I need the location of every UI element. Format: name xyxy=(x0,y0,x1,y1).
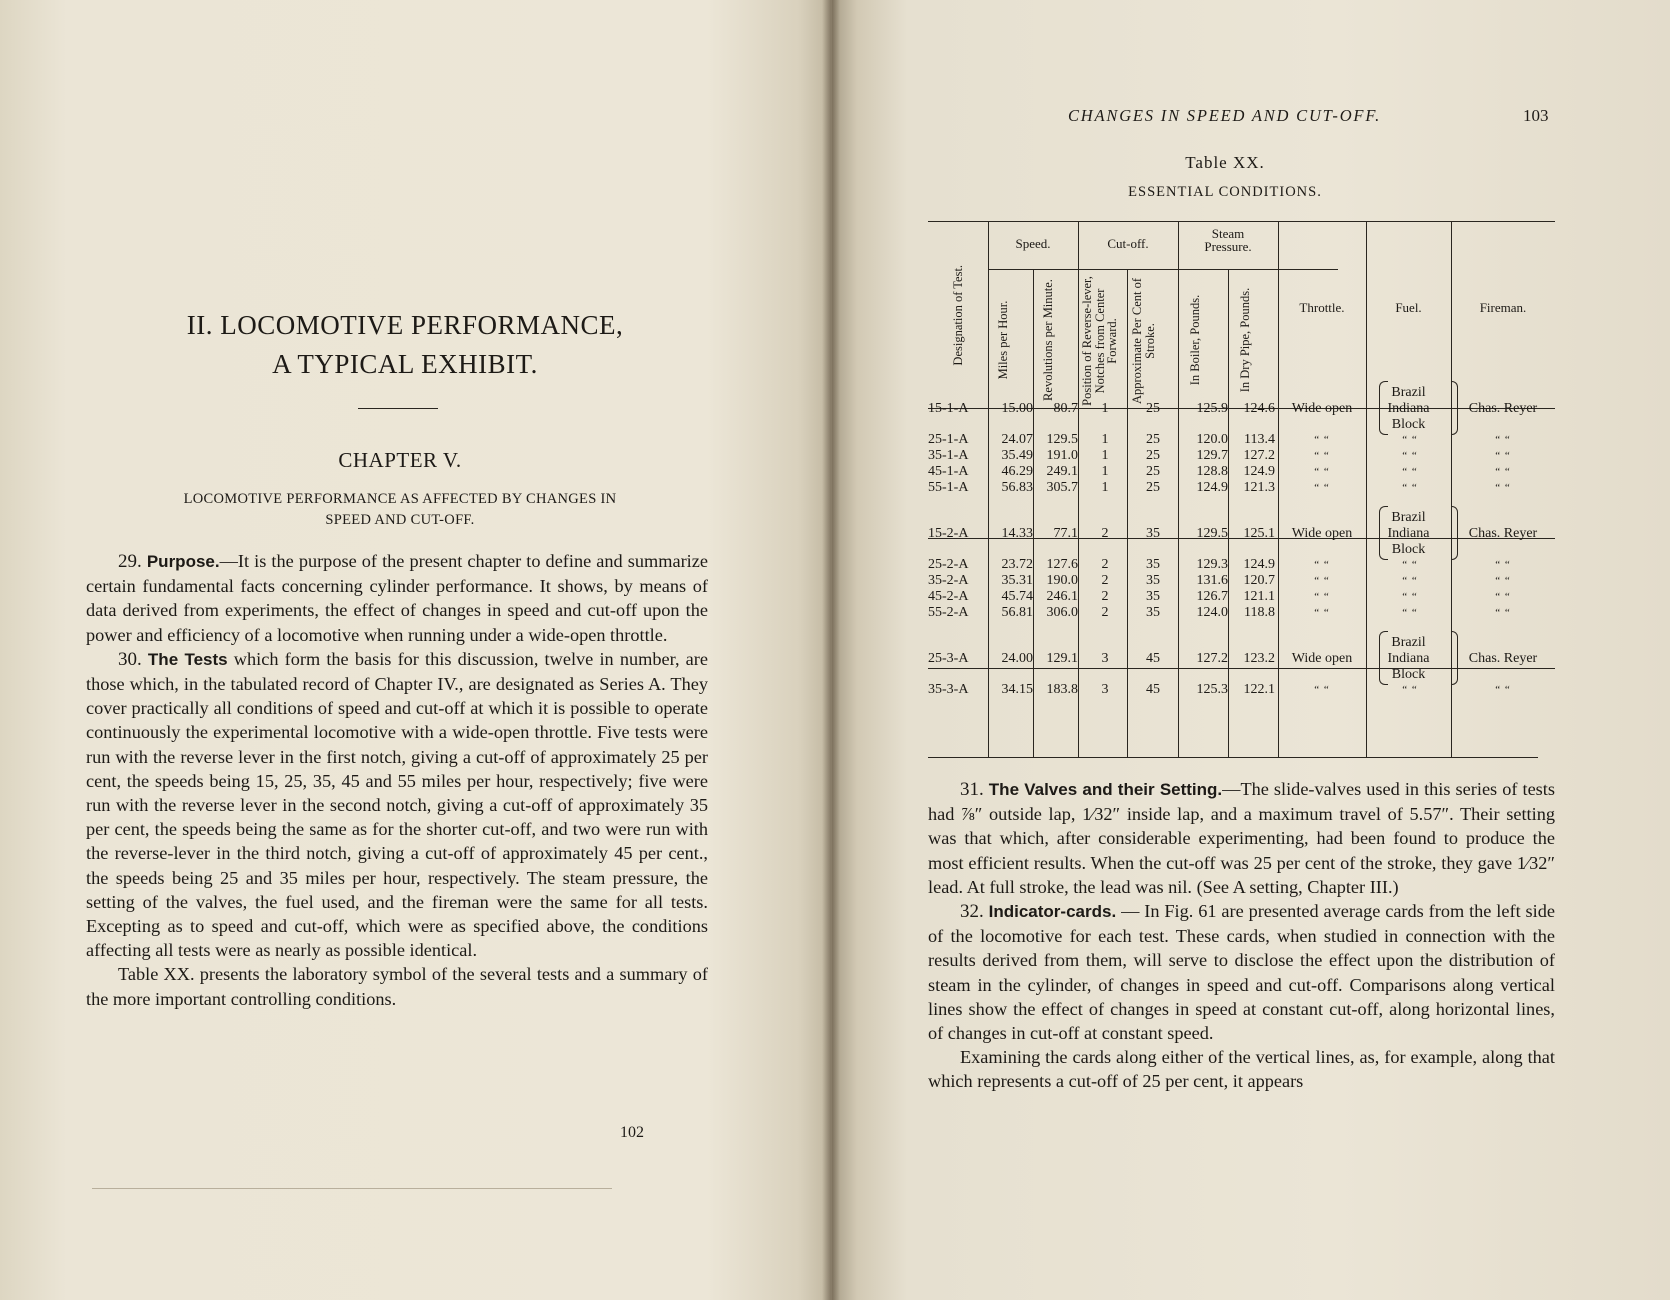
cell-fuel xyxy=(1366,635,1451,683)
cell-test: 25-1-A xyxy=(928,432,969,447)
cell-throttle-ditto: “ “ xyxy=(1314,482,1330,494)
cell-pct: 25 xyxy=(1146,448,1160,463)
cell-pipe: 124.9 xyxy=(1243,557,1275,572)
cell-mph: 45.74 xyxy=(1001,589,1033,604)
cell-mph: 56.81 xyxy=(1001,605,1033,620)
cell-pct: 25 xyxy=(1146,432,1160,447)
header-pipe: In Dry Pipe, Pounds. xyxy=(1238,287,1252,393)
fuel-line: Brazil xyxy=(1391,510,1426,525)
cell-fuel-ditto: “ “ xyxy=(1402,575,1418,587)
cell-fuel xyxy=(1366,385,1451,433)
part-title xyxy=(170,306,640,384)
paragraph-text: — In Fig. 61 are presented average cards from the left side of the locomotive for each test. These cards, when studied in connection with the results derived from them, will serve to disclose the effect upon the distribution of steam in the cylinder, of changes in speed and cut-off. Comparisons along vertical lines show the effect of changes in speed at constant cut-off, along horizontal lines, of changes in cut-off at constant speed. xyxy=(928,901,1555,1044)
cell-test: 35-2-A xyxy=(928,573,969,588)
cell-fireman: Chas. Reyer xyxy=(1468,401,1538,416)
cell-mph: 15.00 xyxy=(1001,401,1033,416)
section-heading: Purpose. xyxy=(146,552,220,571)
cell-pct: 35 xyxy=(1146,526,1160,541)
essential-conditions-table xyxy=(928,221,1555,761)
col-rule xyxy=(1127,269,1128,757)
cell-fuel-ditto: “ “ xyxy=(1402,684,1418,696)
header-mph: Miles per Hour. xyxy=(996,300,1010,380)
cell-throttle-ditto: “ “ xyxy=(1314,684,1330,696)
cell-mph: 24.00 xyxy=(1001,651,1033,666)
page-edge-line xyxy=(92,1188,612,1189)
cell-fireman-ditto: “ “ xyxy=(1495,575,1511,587)
cell-mph: 46.29 xyxy=(1001,464,1033,479)
fuel-line: Brazil xyxy=(1391,635,1426,650)
cell-pct: 25 xyxy=(1146,480,1160,495)
cell-pos: 3 xyxy=(1101,651,1109,666)
cell-boiler: 128.8 xyxy=(1196,464,1228,479)
header-fireman: Fireman. xyxy=(1479,300,1527,315)
cell-boiler: 131.6 xyxy=(1196,573,1228,588)
cell-test: 45-1-A xyxy=(928,464,969,479)
cell-rpm: 191.0 xyxy=(1046,448,1078,463)
chapter-heading: CHAPTER V. xyxy=(338,448,462,472)
cell-fireman-ditto: “ “ xyxy=(1495,607,1511,619)
cell-pos: 2 xyxy=(1101,557,1109,572)
cell-fuel xyxy=(1366,510,1451,558)
col-rule xyxy=(1178,221,1179,757)
cell-pipe: 123.2 xyxy=(1243,651,1275,666)
cell-mph: 23.72 xyxy=(1001,557,1033,572)
right-body-text xyxy=(928,777,1555,1094)
page-number-right: 103 xyxy=(1523,106,1549,125)
cell-pct: 35 xyxy=(1146,589,1160,604)
cell-pos: 2 xyxy=(1101,605,1109,620)
section-heading: The Valves and their Setting. xyxy=(988,780,1223,799)
paragraph-examining: Examining the cards along either of the vertical lines, as, for example, along that which represents a cut-off of 25 per cent, it appears xyxy=(928,1047,1555,1092)
cell-pipe: 118.8 xyxy=(1244,605,1275,620)
cell-boiler: 125.3 xyxy=(1196,682,1228,697)
cell-pos: 2 xyxy=(1101,589,1109,604)
cell-pos: 1 xyxy=(1101,480,1109,495)
cell-fireman: Chas. Reyer xyxy=(1468,651,1538,666)
table-bottom-rule xyxy=(928,757,1538,758)
cell-boiler: 129.7 xyxy=(1196,448,1228,463)
header-fuel: Fuel. xyxy=(1395,300,1422,315)
cell-fireman-ditto: “ “ xyxy=(1495,684,1511,696)
section-number: 29. xyxy=(118,551,142,572)
header-designation: Designation of Test. xyxy=(950,264,965,366)
cell-pct: 45 xyxy=(1146,682,1160,697)
cell-rpm: 77.1 xyxy=(1053,526,1078,541)
cell-pos: 1 xyxy=(1101,432,1109,447)
section-number: 30. xyxy=(118,648,142,670)
cell-pct: 35 xyxy=(1146,605,1160,620)
cell-pipe: 121.3 xyxy=(1243,480,1275,495)
part-title-line-2: A TYPICAL EXHIBIT. xyxy=(272,349,538,379)
cell-throttle-ditto: “ “ xyxy=(1314,591,1330,603)
section-number: 31. xyxy=(960,779,984,800)
chapter-title xyxy=(115,489,685,531)
cell-throttle: Wide open xyxy=(1291,651,1353,666)
fuel-line: Block xyxy=(1391,417,1426,432)
cell-test: 55-1-A xyxy=(928,480,969,495)
cell-rpm: 306.0 xyxy=(1046,605,1078,620)
cell-pct: 25 xyxy=(1146,401,1160,416)
header-boiler: In Boiler, Pounds. xyxy=(1188,294,1202,386)
cell-pipe: 125.1 xyxy=(1243,526,1275,541)
cell-rpm: 127.6 xyxy=(1046,557,1078,572)
cell-fuel-ditto: “ “ xyxy=(1402,466,1418,478)
col-rule xyxy=(1078,221,1079,757)
cell-rpm: 183.8 xyxy=(1046,682,1078,697)
header-rpm: Revolutions per Minute. xyxy=(1041,279,1055,401)
cell-throttle: Wide open xyxy=(1291,526,1353,541)
book-gutter xyxy=(822,0,840,1300)
cell-boiler: 124.0 xyxy=(1196,605,1228,620)
header-position: Position of Reverse-lever, Notches from Center Forward. xyxy=(1080,276,1119,406)
cell-rpm: 249.1 xyxy=(1046,464,1078,479)
cell-pos: 2 xyxy=(1101,573,1109,588)
cell-fireman-ditto: “ “ xyxy=(1495,466,1511,478)
header-percent: Approximate Per Cent of Stroke. xyxy=(1130,278,1157,405)
cell-pos: 2 xyxy=(1101,526,1109,541)
chapter-title-line-2: SPEED AND CUT-OFF. xyxy=(325,512,475,528)
cell-mph: 34.15 xyxy=(1001,682,1033,697)
right-page xyxy=(832,0,1670,1300)
cell-fuel-ditto: “ “ xyxy=(1402,591,1418,603)
cell-boiler: 125.9 xyxy=(1196,401,1228,416)
paragraph-text: —The slide-valves used in this series of tests had ⅞″ outside lap, 1⁄32″ inside lap, and a maximum travel of 5.57″. Their setting was that which, after considerable experimenting, had been found to produce the most efficient results. When the cut-off was 25 per cent of the stroke, they gave 1⁄32″ lead. At full stroke, the lead was nil. (See A setting, Chapter III.) xyxy=(928,779,1555,897)
paragraph-29 xyxy=(86,549,708,647)
cell-boiler: 129.3 xyxy=(1196,557,1228,572)
page-number-left: 102 xyxy=(620,1124,644,1141)
cell-pipe: 122.1 xyxy=(1243,682,1275,697)
paragraph-text: —It is the purpose of the present chapter to define and summarize certain fundamental facts concerning cylinder performance. It shows, by means of data derived from experiments, the effect of changes in speed and cut-off upon the power and efficiency of a locomotive when running under a wide-open throttle. xyxy=(86,551,708,645)
cell-boiler: 126.7 xyxy=(1196,589,1228,604)
running-head: CHANGES IN SPEED AND CUT-OFF. xyxy=(1068,106,1381,125)
cell-test: 45-2-A xyxy=(928,589,969,604)
cell-pos: 3 xyxy=(1101,682,1109,697)
fuel-line: Indiana xyxy=(1387,401,1430,416)
section-number: 32. xyxy=(960,901,984,923)
cell-rpm: 190.0 xyxy=(1046,573,1078,588)
cell-pos: 1 xyxy=(1101,464,1109,479)
fuel-line: Block xyxy=(1391,667,1426,682)
cell-test: 25-2-A xyxy=(928,557,969,572)
cell-rpm: 246.1 xyxy=(1046,589,1078,604)
fuel-line: Indiana xyxy=(1387,526,1430,541)
cell-pipe: 124.9 xyxy=(1243,464,1275,479)
cell-fireman-ditto: “ “ xyxy=(1495,450,1511,462)
cell-fuel-ditto: “ “ xyxy=(1402,434,1418,446)
header-cutoff: Cut-off. xyxy=(1107,236,1149,251)
chapter-title-line-1: LOCOMOTIVE PERFORMANCE AS AFFECTED BY CHANGES IN xyxy=(183,491,617,507)
cell-fireman-ditto: “ “ xyxy=(1495,591,1511,603)
cell-rpm: 129.5 xyxy=(1046,432,1078,447)
cell-pipe: 120.7 xyxy=(1243,573,1275,588)
section-heading: Indicator-cards. xyxy=(988,902,1117,922)
cell-test: 15-1-A xyxy=(928,401,969,416)
cell-test: 55-2-A xyxy=(928,605,969,620)
cell-test: 35-1-A xyxy=(928,448,969,463)
paragraph-32 xyxy=(928,899,1555,1045)
cell-mph: 14.33 xyxy=(1001,526,1033,541)
cell-test: 15-2-A xyxy=(928,526,969,541)
paragraph-30 xyxy=(86,647,708,963)
left-body-text xyxy=(86,549,708,1011)
cell-boiler: 127.2 xyxy=(1196,651,1228,666)
table-top-rule xyxy=(928,221,1555,222)
title-rule xyxy=(358,408,438,409)
cell-boiler: 129.5 xyxy=(1196,526,1228,541)
group-rule-2 xyxy=(928,668,1555,669)
table-title: Table XX. xyxy=(1185,153,1265,172)
cell-pipe: 127.2 xyxy=(1243,448,1275,463)
part-title-line-1: II. LOCOMOTIVE PERFORMANCE, xyxy=(186,310,624,340)
fuel-line: Block xyxy=(1391,542,1426,557)
cell-mph: 24.07 xyxy=(1001,432,1033,447)
cell-rpm: 80.7 xyxy=(1053,401,1078,416)
cell-throttle-ditto: “ “ xyxy=(1314,450,1330,462)
cell-fireman-ditto: “ “ xyxy=(1495,559,1511,571)
cell-pct: 25 xyxy=(1146,464,1160,479)
section-heading: The Tests xyxy=(147,649,228,669)
cell-pos: 1 xyxy=(1101,448,1109,463)
cell-test: 35-3-A xyxy=(928,682,969,697)
table-subtitle: ESSENTIAL CONDITIONS. xyxy=(1128,184,1322,200)
header-speed: Speed. xyxy=(1015,236,1051,251)
cell-throttle-ditto: “ “ xyxy=(1314,607,1330,619)
cell-pct: 35 xyxy=(1146,557,1160,572)
cell-rpm: 129.1 xyxy=(1046,651,1078,666)
cell-rpm: 305.7 xyxy=(1046,480,1078,495)
fuel-line: Brazil xyxy=(1391,385,1426,400)
subheader-rule xyxy=(988,269,1338,270)
cell-pipe: 113.4 xyxy=(1244,432,1275,447)
header-throttle: Throttle. xyxy=(1299,300,1345,315)
cell-fuel-ditto: “ “ xyxy=(1402,482,1418,494)
cell-fireman-ditto: “ “ xyxy=(1495,482,1511,494)
cell-fuel-ditto: “ “ xyxy=(1402,559,1418,571)
paragraph-table-ref: Table XX. presents the laboratory symbol of the several tests and a summary of the more important controlling conditions. xyxy=(86,964,708,1009)
cell-pipe: 124.6 xyxy=(1243,401,1275,416)
cell-mph: 35.31 xyxy=(1001,573,1033,588)
paragraph-text: which form the basis for this discussion, twelve in number, are those which, in the tabulated record of Chapter IV., are designated as Series A. They cover practically all conditions of speed and cut-off at which it is possible to operate continuously the experimental locomotive with a wide-open throttle. Five tests were run with the reverse lever in the first notch, giving a cut-off of approximately 25 per cent, the speeds being 15, 25, 35, 45 and 55 miles per hour, respectively; five were run with the reverse lever in the second notch, giving a cut-off of approximately 35 per cent, the speeds being the same as for the shorter cut-off, and two were run with the reverse-lever in the third notch, giving a cut-off of approximately 45 per cent., the speeds being 25 and 35 miles per hour, respectively. The steam pressure, the setting of the valves, the fuel used, and the fireman were the same for all tests. Excepting as to speed and cut-off, which were as specified above, the conditions affecting all tests were as nearly as possible identical. xyxy=(86,648,709,961)
cell-throttle-ditto: “ “ xyxy=(1314,466,1330,478)
fuel-line: Indiana xyxy=(1387,651,1430,666)
cell-pipe: 121.1 xyxy=(1243,589,1275,604)
cell-boiler: 124.9 xyxy=(1196,480,1228,495)
cell-pos: 1 xyxy=(1101,401,1109,416)
cell-throttle: Wide open xyxy=(1291,401,1353,416)
cell-throttle-ditto: “ “ xyxy=(1314,559,1330,571)
paragraph-31 xyxy=(928,777,1555,899)
cell-fireman-ditto: “ “ xyxy=(1495,434,1511,446)
cell-mph: 35.49 xyxy=(1001,448,1033,463)
cell-fuel-ditto: “ “ xyxy=(1402,450,1418,462)
cell-throttle-ditto: “ “ xyxy=(1314,575,1330,587)
left-page xyxy=(0,0,832,1300)
cell-pct: 45 xyxy=(1146,651,1160,666)
header-steam: Steam Pressure. xyxy=(1204,226,1252,254)
cell-fireman: Chas. Reyer xyxy=(1468,526,1538,541)
cell-throttle-ditto: “ “ xyxy=(1314,434,1330,446)
cell-mph: 56.83 xyxy=(1001,480,1033,495)
col-rule xyxy=(1228,269,1229,757)
cell-boiler: 120.0 xyxy=(1196,432,1228,447)
cell-fuel-ditto: “ “ xyxy=(1402,607,1418,619)
cell-test: 25-3-A xyxy=(928,651,969,666)
cell-pct: 35 xyxy=(1146,573,1160,588)
